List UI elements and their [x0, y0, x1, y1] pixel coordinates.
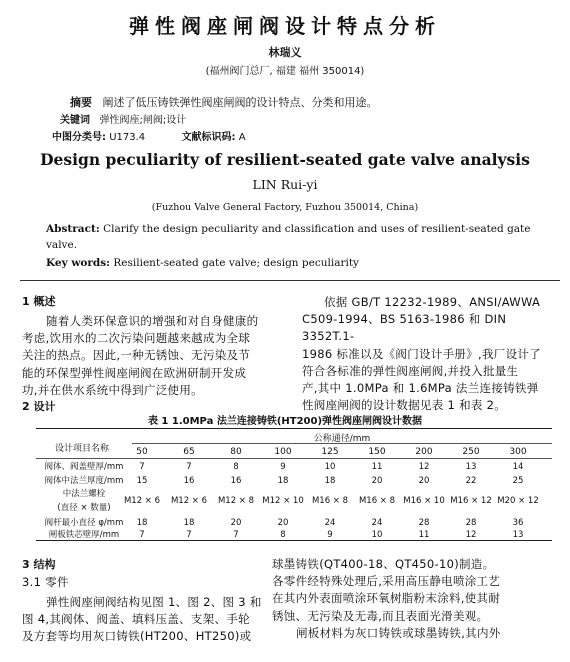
table-cell: 24 — [324, 518, 336, 528]
paragraph-line: 1986 标准以及《阀门设计手册》,我厂设计了 — [302, 346, 541, 361]
table-dn-header: 250 — [462, 447, 480, 457]
table-cell: 22 — [465, 476, 477, 486]
table-cell: 20 — [277, 518, 289, 528]
table-cell: 7 — [139, 530, 145, 540]
table-header-rule — [132, 443, 552, 444]
en-abstract — [46, 221, 536, 253]
paragraph-line: 依据 GB/T 12232-1989、ANSI/AWWA — [324, 295, 541, 309]
table-name-header: 设计项目名称 — [54, 444, 109, 454]
table-dn-header: 300 — [509, 447, 527, 457]
table-dn-header: 80 — [230, 447, 242, 457]
section3-subheading: 3.1 零件 — [22, 575, 69, 589]
table-cell: 7 — [139, 462, 145, 472]
cn-keywords-label: 关键词 — [60, 115, 90, 126]
table-cell: 11 — [418, 530, 430, 540]
section3-left-column — [22, 594, 284, 646]
table-cell: 28 — [418, 518, 430, 528]
table-cell: M12 × 6 — [123, 496, 161, 506]
paragraph-line: 性阀座闸阀的设计数据见表 1 和表 2。 — [302, 398, 507, 413]
table-cell: 15 — [136, 476, 148, 486]
section1-right-column — [302, 294, 557, 414]
doc-code-label: 文献标识码: — [181, 132, 236, 143]
clc-value: U173.4 — [109, 132, 146, 143]
table-cell: 10 — [324, 462, 336, 472]
table-cell: 7 — [186, 530, 192, 540]
table-cell: 14 — [512, 462, 524, 472]
paragraph-line: 关注的热点。因此,一种无锈蚀、无污染及节 — [22, 348, 251, 363]
table-cell: M16 × 8 — [358, 496, 396, 506]
paragraph-line: 弹性阀座闸阀结构见图 1、图 2、图 3 和 — [46, 595, 262, 609]
table-cell: M16 × 10 — [403, 496, 445, 506]
en-keywords-label: Key words: — [46, 257, 111, 269]
paragraph-line: 各零件经特殊处理后,采用高压静电喷涂工艺 — [272, 574, 501, 589]
table-cell: M20 × 12 — [497, 496, 539, 506]
cn-keywords — [60, 111, 186, 126]
table-top-rule — [36, 428, 552, 429]
table-row-label: 中法兰螺栓 — [62, 489, 106, 499]
paragraph-line: 考虑,饮用水的二次污染问题越来越成为全球 — [22, 331, 251, 346]
en-affiliation: (Fuzhou Valve General Factory, Fuzhou 350014, China) — [151, 202, 419, 213]
en-author: LIN Rui-yi — [252, 177, 318, 192]
en-abstract-text: Clarify the design peculiarity and classification and uses of resilient-seated gate valve. — [46, 223, 531, 251]
table-row-label: 阀体、阀盖壁厚/mm — [44, 462, 124, 472]
table-cell: 18 — [324, 476, 336, 486]
paragraph-line: 闸板材料为灰口铸铁或球墨铸铁,其内外 — [296, 625, 501, 640]
header-divider — [20, 280, 560, 281]
en-keywords — [46, 257, 359, 269]
table-cell: 18 — [136, 518, 148, 528]
table-cell: 20 — [418, 476, 430, 486]
section1-heading: 1 概述 — [22, 295, 56, 308]
table-cell: 7 — [233, 530, 239, 540]
table-cell: 12 — [465, 530, 477, 540]
en-title: Design peculiarity of resilient-seated gate valve analysis — [40, 150, 530, 169]
table-cell: 25 — [512, 476, 524, 486]
en-abstract-label: Abstract: — [46, 223, 100, 235]
table-cell: 13 — [512, 530, 524, 540]
paragraph-line: 图 4,其阀体、阀盖、填料压盖、支架、手轮 — [22, 612, 250, 627]
table-row-label: 阀体中法兰厚度/mm — [44, 476, 124, 486]
paragraph-line: 及方套等均用灰口铸铁(HT200、HT250)或 — [22, 629, 252, 644]
table-cell: 7 — [186, 462, 192, 472]
table-cell: 16 — [230, 476, 242, 486]
table-cell: 13 — [465, 462, 477, 472]
paragraph-line: 在其内外表面喷涂环氧树脂粉末涂料,使其耐 — [272, 591, 501, 606]
table-dn-header: 125 — [321, 447, 339, 457]
paragraph-line: 球墨铸铁(QT400-18、QT450-10)制造。 — [272, 557, 495, 571]
paragraph-line: 功,并在供水系统中得到广泛使用。 — [22, 382, 203, 397]
table-cell: 36 — [512, 518, 524, 528]
table-cell: M12 × 8 — [217, 496, 255, 506]
table-caption: 表 1 1.0MPa 法兰连接铸铁(HT200)弹性阀座闸阀设计数据 — [147, 416, 423, 427]
table-cell: 8 — [280, 530, 286, 540]
table-row-label: (直径 × 数量) — [57, 503, 111, 513]
cn-author: 林瑞义 — [268, 46, 302, 59]
table-cell: 9 — [327, 530, 333, 540]
paragraph-line: 能的环保型弹性阀座闸阀在欧洲研制开发成 — [22, 365, 247, 380]
table-cell: 11 — [371, 462, 383, 472]
table-cell: M12 × 10 — [262, 496, 304, 506]
section3-right-column — [272, 556, 562, 642]
table-cell: M16 × 12 — [450, 496, 492, 506]
clc-label: 中图分类号: — [52, 132, 106, 143]
paragraph-line: 随着人类环保意识的增强和对自身健康的 — [46, 314, 259, 328]
doc-code-value: A — [238, 132, 246, 143]
table-cell: 20 — [230, 518, 242, 528]
table-cell: 28 — [465, 518, 477, 528]
table-cell: 12 — [418, 462, 430, 472]
table-cell: 18 — [277, 476, 289, 486]
table-cell: M12 × 6 — [170, 496, 208, 506]
table-row-label: 闸板铁芯壁厚/mm — [48, 530, 120, 540]
table-dn-header: 65 — [183, 447, 195, 457]
paragraph-line: 产,其中 1.0MPa 和 1.6MPa 法兰连接铸铁弹 — [302, 381, 539, 396]
cn-affiliation: (福州阀门总厂, 福建 福州 350014) — [205, 66, 365, 77]
table-body-rule — [36, 458, 552, 459]
table-dn-header: 200 — [415, 447, 433, 457]
table-cell: 10 — [371, 530, 383, 540]
paragraph-line: C509-1994、BS 5163-1986 和 DIN 3352T.1- — [302, 312, 507, 344]
cn-classification — [52, 128, 246, 143]
table-bottom-rule — [36, 540, 552, 541]
section1-left-column — [22, 313, 284, 399]
table-cell: 20 — [371, 476, 383, 486]
section3-heading: 3 结构 — [22, 558, 56, 571]
table-cell: 16 — [183, 476, 195, 486]
table-dn-header: 50 — [136, 447, 148, 457]
table-cell: 18 — [183, 518, 195, 528]
table-group-header: 公称通径/mm — [313, 434, 371, 444]
cn-title: 弹性阀座闸阀设计特点分析 — [129, 14, 441, 38]
paragraph-line: 锈蚀、无污染及无毒,而且表面光滑美观。 — [272, 608, 489, 623]
cn-abstract-label: 摘要 — [70, 96, 92, 109]
paragraph-line: 符合各标准的弹性阀座闸阀,并投入批量生 — [302, 363, 519, 378]
table-cell: 24 — [371, 518, 383, 528]
cn-keywords-text: 弹性阀座;闸阀;设计 — [99, 115, 187, 126]
table-dn-header: 100 — [274, 447, 292, 457]
table-cell: 8 — [233, 462, 239, 472]
table-row-label: 阀杆最小直径 φ/mm — [44, 518, 124, 528]
table-dn-header: 150 — [368, 447, 386, 457]
table-cell: 9 — [280, 462, 286, 472]
section2-heading: 2 设计 — [22, 400, 56, 413]
cn-abstract-text: 阐述了低压铸铁弹性阀座闸阀的设计特点、分类和用途。 — [102, 96, 378, 109]
en-keywords-text: Resilient-seated gate valve; design peculiarity — [113, 257, 359, 269]
cn-abstract — [70, 94, 378, 110]
table-cell: M16 × 8 — [311, 496, 349, 506]
